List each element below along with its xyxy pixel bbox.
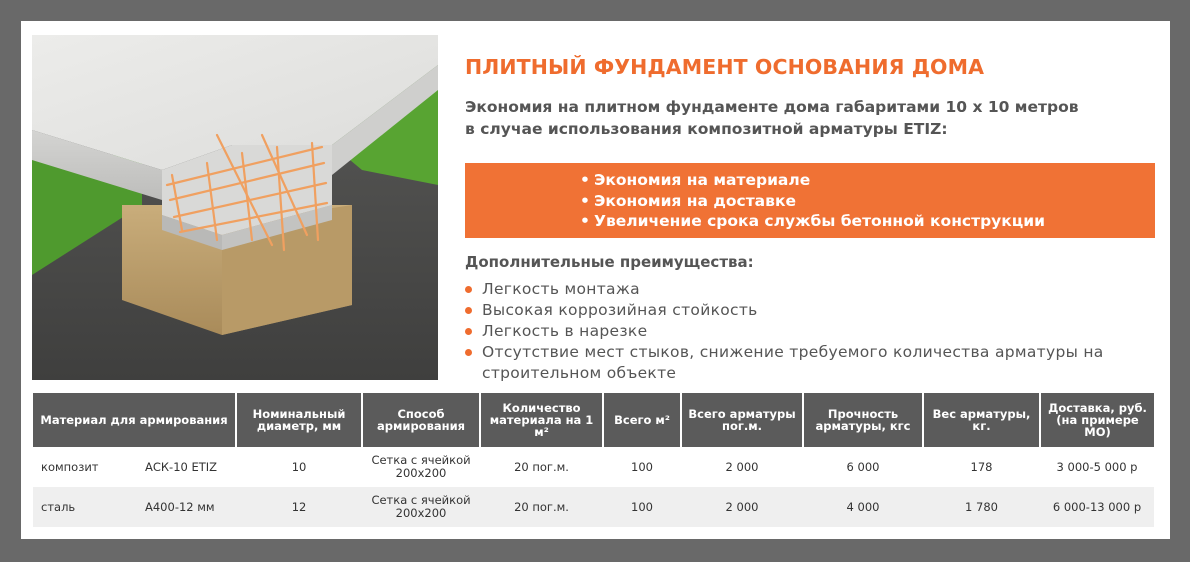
cell-total-rebar: 2 000: [681, 487, 803, 527]
subtitle: [465, 96, 1125, 140]
cell-diameter: 12: [236, 487, 362, 527]
cell-total-rebar: 2 000: [725, 459, 759, 474]
advantages-list: [465, 279, 1155, 384]
table-row: [33, 487, 1154, 527]
table-header-row: [33, 393, 1154, 447]
bullet-icon: [465, 307, 472, 314]
column-header: Количество материала на 1 м²: [480, 393, 603, 447]
savings-item: [580, 211, 1045, 232]
subtitle-line: Экономия на плитном фундаменте дома габаритами 10 х 10 метров: [465, 98, 1079, 116]
cell-material: композит: [41, 459, 99, 474]
advantage-item: [465, 279, 1155, 300]
advantages-title: Дополнительные преимущества:: [465, 253, 754, 271]
column-header: Доставка, руб. (на примере МО): [1040, 393, 1154, 447]
cell-weight: 178: [970, 459, 993, 474]
cell-total-m2: 100: [603, 487, 681, 527]
cell-delivery: 3 000-5 000 р: [1056, 459, 1138, 474]
savings-item-label: Экономия на материале: [594, 171, 811, 189]
cell-method: Сетка с ячейкой 200x200: [371, 453, 471, 480]
advantage-label: Легкость в нарезке: [482, 322, 648, 340]
cell-strength: 4 000: [803, 487, 923, 527]
savings-item-label: Экономия на доставке: [594, 191, 796, 210]
savings-list: [580, 170, 1045, 232]
bullet-icon: [465, 286, 472, 293]
bullet-icon: [465, 349, 472, 356]
cell-grade: А400-12 мм: [137, 487, 236, 527]
cell-material: сталь: [33, 487, 137, 527]
column-header: Способ армирования: [362, 393, 480, 447]
advantage-item: [465, 321, 1155, 342]
column-header: Всего арматуры пог.м.: [681, 393, 803, 447]
comparison-table: [33, 393, 1154, 527]
cell-qty: 20 пог.м.: [514, 459, 569, 474]
advantage-item: [465, 342, 1155, 384]
column-header: Номинальный диаметр, мм: [236, 393, 362, 447]
column-header: Вес арматуры, кг.: [923, 393, 1040, 447]
bullet-icon: [465, 328, 472, 335]
cell-grade: АСК-10 ETIZ: [145, 459, 218, 474]
savings-banner: [465, 163, 1155, 238]
cell-total-m2: 100: [631, 459, 653, 474]
column-header: Прочность арматуры, кгс: [803, 393, 923, 447]
foundation-illustration: [32, 35, 438, 380]
advantage-label: Легкость монтажа: [482, 280, 640, 298]
advantage-label: Отсутствие мест стыков, снижение требуемого количества арматуры на строительном объекте: [482, 343, 1104, 382]
column-header: Всего м²: [603, 393, 681, 447]
savings-item: [580, 191, 1045, 212]
cell-diameter: 10: [291, 459, 307, 474]
bullet-icon: •: [580, 171, 590, 189]
savings-item: [580, 170, 1045, 191]
advantage-label: Высокая коррозийная стойкость: [482, 301, 758, 319]
table-row: [33, 447, 1154, 487]
subtitle-line: в случае использования композитной арматуры ETIZ:: [465, 120, 948, 138]
column-header: Материал для армирования: [33, 393, 236, 447]
savings-item-label: Увеличение срока службы бетонной конструкции: [594, 212, 1045, 230]
advantage-item: [465, 300, 1155, 321]
cell-delivery: 6 000-13 000 р: [1040, 487, 1154, 527]
cell-qty: 20 пог.м.: [480, 487, 603, 527]
page-title: ПЛИТНЫЙ ФУНДАМЕНТ ОСНОВАНИЯ ДОМА: [465, 55, 985, 79]
cell-weight: 1 780: [923, 487, 1040, 527]
cell-method: Сетка с ячейкой 200x200: [362, 487, 480, 527]
cell-strength: 6 000: [846, 459, 880, 474]
bullet-icon: •: [580, 212, 590, 230]
bullet-icon: •: [580, 191, 590, 210]
infographic-card: [21, 21, 1170, 539]
